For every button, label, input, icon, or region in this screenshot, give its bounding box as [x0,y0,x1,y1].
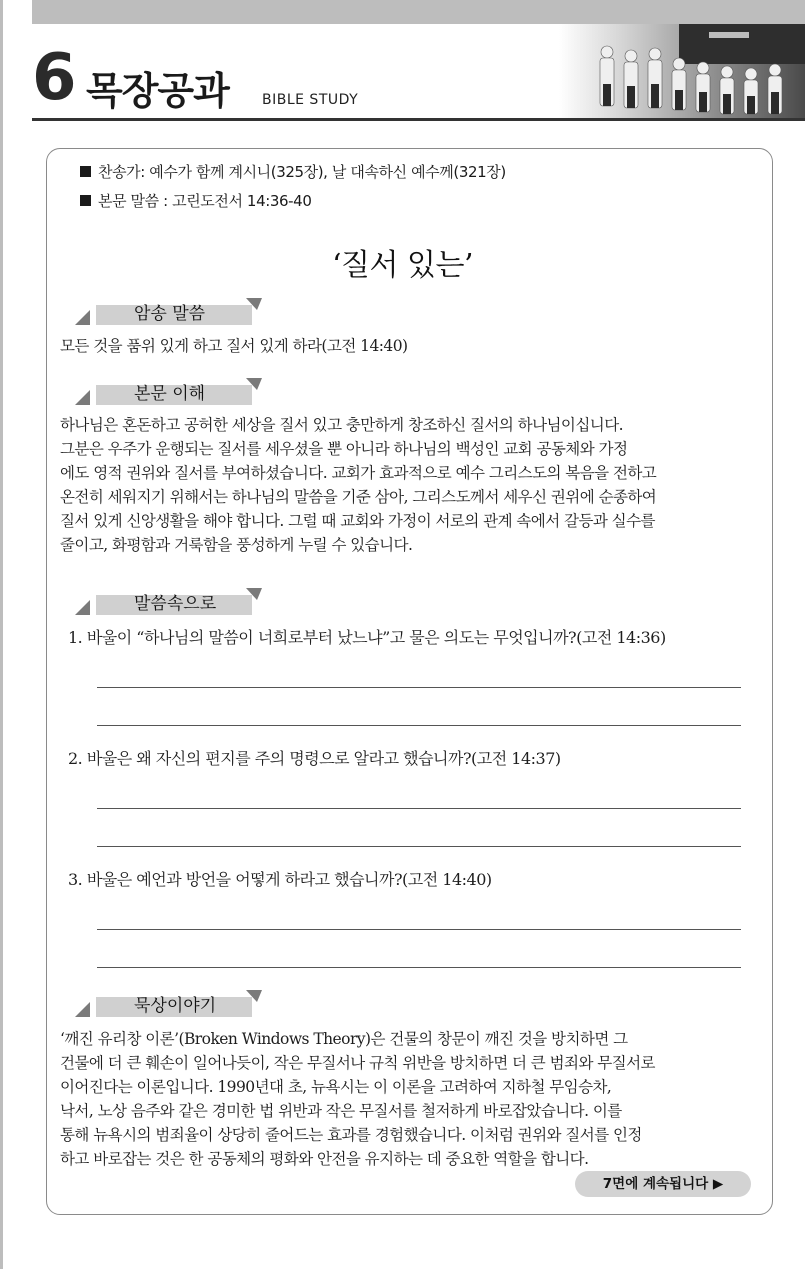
into-word-heading: 말씀속으로 [72,586,262,616]
understanding-line: 그분은 우주가 운행되는 질서를 세우셨을 뿐 아니라 하나님의 백성인 교회 공동체와 가정 [60,440,628,458]
page-header [32,24,805,120]
lesson-title: ‘질서 있는’ [331,248,474,283]
answer-line [97,929,741,930]
memory-verse-text: 모든 것을 품위 있게 하고 질서 있게 하라(고전 14:40) [60,337,408,355]
understanding-line: 질서 있게 신앙생활을 해야 합니다. 그럴 때 교회와 가정이 서로의 관계 속에서 갈등과 실수를 [60,512,655,530]
meditation-line: ‘깨진 유리창 이론’(Broken Windows Theory)은 건물의 창문이 깨진 것을 방치하면 그 [60,1030,628,1048]
meditation-line: 하고 바로잡는 것은 한 공동체의 평화와 안전을 유지하는 데 중요한 역할을 합니다. [60,1150,589,1168]
meditation-line: 낙서, 노상 음주와 같은 경미한 법 위반과 작은 무질서를 철저하게 바로잡았습니다. 이를 [60,1102,622,1120]
question-3: 3. 바울은 예언과 방언을 어떻게 하라고 했습니까?(고전 14:40) [68,870,492,889]
square-bullet-icon [80,195,91,206]
answer-line [97,725,741,726]
section-subtitle: BIBLE STUDY [262,92,359,108]
page-number: 6 [32,41,77,115]
meditation-line: 건물에 더 큰 훼손이 일어나듯이, 작은 무질서나 규칙 위반을 방치하면 더 큰 범죄와 무질서로 [60,1054,655,1072]
question-2: 2. 바울은 왜 자신의 편지를 주의 명령으로 알라고 했습니까?(고전 14:37) [68,749,561,768]
header-rule [32,118,805,121]
top-gray-band [32,0,805,24]
meditation-heading: 묵상이야기 [72,988,262,1018]
meditation-line: 이어진다는 이론입니다. 1990년대 초, 뉴욕시는 이 이론을 고려하여 지하철 무임승차, [60,1078,612,1096]
answer-line [97,808,741,809]
understanding-heading: 본문 이해 [72,376,262,406]
understanding-line: 에도 영적 권위와 질서를 부여하셨습니다. 교회가 효과적으로 예수 그리스도의 복음을 전하고 [60,464,657,482]
memory-verse-heading: 암송 말씀 [72,296,262,326]
question-1: 1. 바울이 “하나님의 말씀이 너희로부터 났느냐”고 물은 의도는 무엇입니까?(고전 14:36) [68,628,666,647]
answer-line [97,687,741,688]
answer-line [97,846,741,847]
left-edge-bar [0,0,3,1269]
square-bullet-icon [80,166,91,177]
choir-photo [559,24,805,118]
understanding-line: 온전히 세워지기 위해서는 하나님의 말씀을 기준 삼아, 그리스도께서 세우신 권위에 순종하여 [60,488,657,506]
understanding-line: 줄이고, 화평함과 거룩함을 풍성하게 누릴 수 있습니다. [60,536,413,554]
continued-on-page-7-label: 7면에 계속됩니다 ▶ [575,1171,751,1197]
hymn-line: 찬송가: 예수가 함께 계시니(325장), 날 대속하신 예수께(321장) [80,161,506,182]
answer-line [97,967,741,968]
understanding-line: 하나님은 혼돈하고 공허한 세상을 질서 있고 충만하게 창조하신 질서의 하나님이십니다. [60,416,624,434]
meditation-line: 통해 뉴욕시의 범죄율이 상당히 줄어드는 효과를 경험했습니다. 이처럼 권위와 질서를 인정 [60,1126,642,1144]
section-title: 목장공과 [86,69,229,113]
scripture-line: 본문 말씀 : 고린도전서 14:36-40 [80,190,311,211]
